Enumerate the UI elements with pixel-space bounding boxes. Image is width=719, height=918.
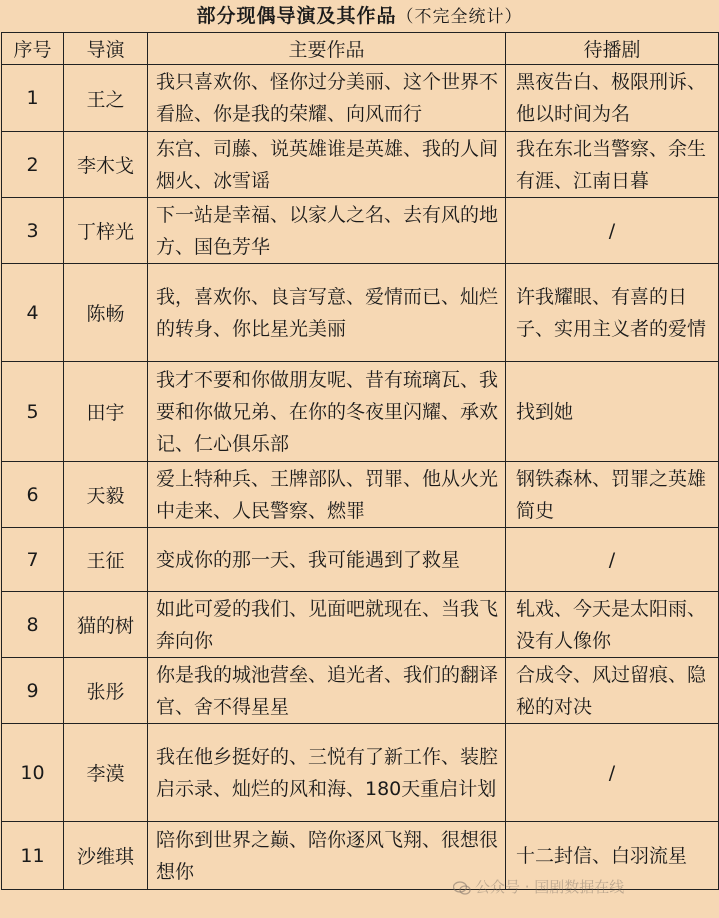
row-number: 8 (2, 592, 64, 658)
row-pending: / (506, 528, 719, 592)
row-director: 沙维琪 (64, 822, 148, 890)
row-director: 李漠 (64, 724, 148, 822)
row-number: 5 (2, 362, 64, 462)
title-subtitle: （不完全统计） (396, 7, 523, 27)
table-row (2, 592, 719, 658)
row-number: 11 (2, 822, 64, 890)
watermark (453, 876, 624, 897)
row-works: 如此可爱的我们、见面吧就现在、当我飞奔向你 (148, 592, 506, 658)
table-row (2, 462, 719, 528)
row-pending: 许我耀眼、有喜的日子、实用主义者的爱情 (506, 264, 719, 362)
watermark-text: 公众号 · 国剧数据在线 (475, 878, 625, 896)
row-works: 东宫、司藤、说英雄谁是英雄、我的人间烟火、冰雪谣 (148, 132, 506, 198)
table-row (2, 198, 719, 264)
row-works: 你是我的城池营垒、追光者、我们的翻译官、舍不得星星 (148, 658, 506, 724)
row-works: 陪你到世界之巅、陪你逐风飞翔、很想很想你 (148, 822, 506, 890)
row-director: 王征 (64, 528, 148, 592)
row-pending: 黑夜告白、极限刑诉、他以时间为名 (506, 65, 719, 132)
row-director: 天毅 (64, 462, 148, 528)
header-works: 主要作品 (148, 33, 506, 65)
row-pending: 十二封信、白羽流星 (506, 822, 719, 890)
row-pending: 我在东北当警察、余生有涯、江南日暮 (506, 132, 719, 198)
row-number: 3 (2, 198, 64, 264)
table-row (2, 528, 719, 592)
header-pending: 待播剧 (506, 33, 719, 65)
table-row (2, 132, 719, 198)
row-director: 王之 (64, 65, 148, 132)
row-director: 李木戈 (64, 132, 148, 198)
row-number: 10 (2, 724, 64, 822)
row-works: 我只喜欢你、怪你过分美丽、这个世界不看脸、你是我的荣耀、向风而行 (148, 65, 506, 132)
header-director: 导演 (64, 33, 148, 65)
title-text: 部分现偶导演及其作品 (196, 5, 397, 27)
row-pending: 合成令、风过留痕、隐秘的对决 (506, 658, 719, 724)
row-works: 我在他乡挺好的、三悦有了新工作、装腔启示录、灿烂的风和海、180天重启计划 (148, 724, 506, 822)
table-row (2, 362, 719, 462)
table-row (2, 65, 719, 132)
row-works: 变成你的那一天、我可能遇到了救星 (148, 528, 506, 592)
row-pending: / (506, 198, 719, 264)
header-no: 序号 (2, 33, 64, 65)
directors-table (1, 32, 719, 890)
row-pending: 轧戏、今天是太阳雨、没有人像你 (506, 592, 719, 658)
row-number: 2 (2, 132, 64, 198)
row-number: 4 (2, 264, 64, 362)
row-director: 猫的树 (64, 592, 148, 658)
table-row (2, 264, 719, 362)
row-works: 我，喜欢你、良言写意、爱情而已、灿烂的转身、你比星光美丽 (148, 264, 506, 362)
row-number: 9 (2, 658, 64, 724)
row-works: 下一站是幸福、以家人之名、去有风的地方、国色芳华 (148, 198, 506, 264)
row-number: 7 (2, 528, 64, 592)
row-number: 6 (2, 462, 64, 528)
row-director: 陈畅 (64, 264, 148, 362)
row-pending: 找到她 (506, 362, 719, 462)
table-header-row (2, 33, 719, 65)
page-title (0, 0, 719, 32)
row-director: 田宇 (64, 362, 148, 462)
table-row (2, 658, 719, 724)
row-works: 我才不要和你做朋友呢、昔有琉璃瓦、我要和你做兄弟、在你的冬夜里闪耀、承欢记、仁心俱乐部 (148, 362, 506, 462)
row-pending: 钢铁森林、罚罪之英雄简史 (506, 462, 719, 528)
table-row (2, 724, 719, 822)
row-director: 丁梓光 (64, 198, 148, 264)
row-director: 张彤 (64, 658, 148, 724)
row-works: 爱上特种兵、王牌部队、罚罪、他从火光中走来、人民警察、燃罪 (148, 462, 506, 528)
table-body (2, 65, 719, 890)
wechat-icon (453, 881, 471, 895)
row-pending: / (506, 724, 719, 822)
row-number: 1 (2, 65, 64, 132)
